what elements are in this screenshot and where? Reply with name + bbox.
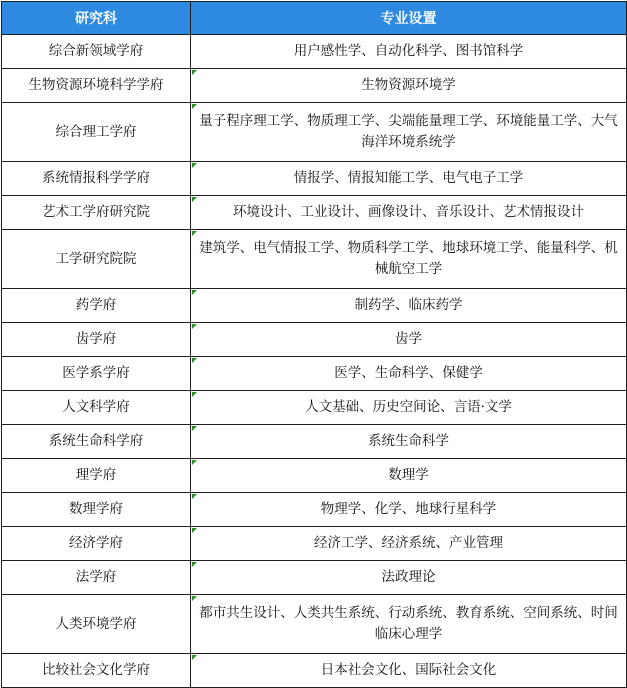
graduate-schools-table (1, 1, 627, 688)
majors-cell: 都市共生设计、人类共生系统、行动系统、教育系统、空间系统、时间临床心理学 (191, 595, 627, 654)
school-name-cell: 理学府 (2, 459, 191, 493)
table-row (2, 196, 627, 230)
majors-cell: 生物资源环境学 (191, 69, 627, 103)
table-header-row (2, 2, 627, 35)
majors-cell: 人文基础、历史空间论、言语·文学 (191, 391, 627, 425)
majors-cell: 医学、生命科学、保健学 (191, 357, 627, 391)
header-graduate-school: 研究科 (2, 2, 191, 35)
school-name-cell: 药学府 (2, 289, 191, 323)
table-row (2, 391, 627, 425)
table-row (2, 69, 627, 103)
majors-cell: 情报学、情报知能工学、电气电子工学 (191, 162, 627, 196)
majors-cell: 建筑学、电气情报工学、物质科学工学、地球环境工学、能量科学、机械航空工学 (191, 230, 627, 289)
table-row (2, 459, 627, 493)
school-name-cell: 生物资源环境科学学府 (2, 69, 191, 103)
majors-cell: 经济工学、经济系统、产业管理 (191, 527, 627, 561)
school-name-cell: 综合新领域学府 (2, 35, 191, 69)
school-name-cell: 数理学府 (2, 493, 191, 527)
table-row (2, 162, 627, 196)
school-name-cell: 系统情报科学学府 (2, 162, 191, 196)
school-name-cell: 经济学府 (2, 527, 191, 561)
table-row (2, 357, 627, 391)
table-row (2, 425, 627, 459)
school-name-cell: 比较社会文化学府 (2, 654, 191, 688)
table-row (2, 561, 627, 595)
table-row (2, 527, 627, 561)
school-name-cell: 工学研究院院 (2, 230, 191, 289)
table-row (2, 35, 627, 69)
table-row (2, 654, 627, 688)
table-row (2, 595, 627, 654)
majors-cell: 量子程序理工学、物质理工学、尖端能量理工学、环境能量工学、大气海洋环境系统学 (191, 103, 627, 162)
majors-cell: 用户感性学、自动化科学、图书馆科学 (191, 35, 627, 69)
school-name-cell: 人类环境学府 (2, 595, 191, 654)
majors-cell: 数理学 (191, 459, 627, 493)
school-name-cell: 齿学府 (2, 323, 191, 357)
table-row (2, 289, 627, 323)
majors-cell: 日本社会文化、国际社会文化 (191, 654, 627, 688)
school-name-cell: 法学府 (2, 561, 191, 595)
majors-cell: 物理学、化学、地球行星科学 (191, 493, 627, 527)
table-row (2, 323, 627, 357)
header-majors: 专业设置 (191, 2, 627, 35)
majors-cell: 齿学 (191, 323, 627, 357)
majors-cell: 环境设计、工业设计、画像设计、音乐设计、艺术情报设计 (191, 196, 627, 230)
majors-cell: 系统生命科学 (191, 425, 627, 459)
school-name-cell: 医学系学府 (2, 357, 191, 391)
school-name-cell: 艺术工学府研究院 (2, 196, 191, 230)
school-name-cell: 综合理工学府 (2, 103, 191, 162)
school-name-cell: 人文科学府 (2, 391, 191, 425)
table-row (2, 493, 627, 527)
table-row (2, 230, 627, 289)
school-name-cell: 系统生命科学府 (2, 425, 191, 459)
majors-cell: 法政理论 (191, 561, 627, 595)
majors-cell: 制药学、临床药学 (191, 289, 627, 323)
table-row (2, 103, 627, 162)
